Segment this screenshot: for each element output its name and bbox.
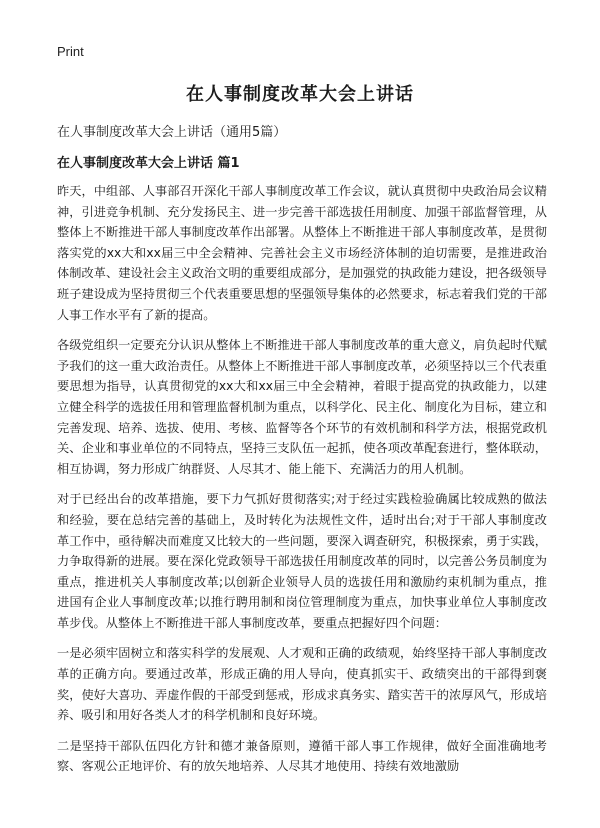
section-heading: 在人事制度改革大会上讲话 篇1 — [57, 156, 240, 171]
paragraph-5: 二是坚持干部队伍四化方针和德才兼备原则，遵循干部人事工作规律，做好全面准确地考察、客观公正地评价、有的放矢地培养、人尽其才地使用、持续有效地激励 — [57, 738, 547, 774]
document-body — [57, 181, 547, 787]
paragraph-2: 各级党组织一定要充分认识从整体上不断推进干部人事制度改革的重大意义，肩负起时代赋予我们的这一重大政治责任。从整体上不断推进干部人事制度改革，必须坚持以三个代表重要思想为指导，认真贯彻党的xx大和xx届三中全会精神，着眼于提高党的执政能力，以建立健全科学的选拔任用和管理监督机制为重点，以科学化、民主化、制度化为目标，建立和完善发现、培养、选拔、使用、考核、监督等各个环节的有效机制和科学方法，根据党政机关、企业和事业单位的不同特点，坚持三支队伍一起抓，使各项改革配套进行，整体联动，相互协调，努力形成广纳群贤、人尽其才、能上能下、充满活力的用人机制。 — [57, 338, 547, 476]
document-subtitle: 在人事制度改革大会上讲话（通用5篇） — [57, 125, 287, 140]
paragraph-1: 昨天，中组部、人事部召开深化干部人事制度改革工作会议，就认真贯彻中央政治局会议精神，引进竞争机制、充分发扬民主、进一步完善干部选拔任用制度、加强干部监督管理，从整体上不断推进干部人事制度改革作出部署。从整体上不断推进干部人事制度改革，是贯彻落实党的xx大和xx届三中全会精神、完善社会主义市场经济体制的迫切需要，是推进政治体制改革、建设社会主义政治文明的重要组成部分，是加强党的执政能力建设，把各级领导班子建设成为坚持贯彻三个代表重要思想的坚强领导集体的必然要求，标志着我们党的干部人事工作水平有了新的提高。 — [57, 184, 547, 322]
paragraph-4: 一是必须牢固树立和落实科学的发展观、人才观和正确的政绩观，始终坚持干部人事制度改革的正确方向。要通过改革，形成正确的用人导向，使真抓实干、政绩突出的干部得到褒奖，使好大喜功、弄虚作假的干部受到惩戒，形成求真务实、踏实苦干的浓厚风气，形成培养、吸引和用好各类人才的科学机制和良好环境。 — [57, 646, 547, 723]
print-label: Print — [57, 44, 84, 59]
document-title: 在人事制度改革大会上讲话 — [186, 84, 414, 105]
paragraph-3: 对于已经出台的改革措施，要下力气抓好贯彻落实;对于经过实践检验确属比较成熟的做法和经验，要在总结完善的基础上，及时转化为法规性文件，适时出台;对于干部人事制度改革工作中，亟待解决而难度又比较大的一些问题，要深入调查研究，积极探索，勇于实践，力争取得新的进展。要在深化党政领导干部选拔任用制度改革的同时，以完善公务员制度为重点，推进机关人事制度改革;以创新企业领导人员的选拔任用和激励约束机制为重点，推进国有企业人事制度改革;以推行聘用制和岗位管理制度为重点，加快事业单位人事制度改革步伐。从整体上不断推进干部人事制度改革，要重点把握好四个问题： — [57, 492, 547, 630]
